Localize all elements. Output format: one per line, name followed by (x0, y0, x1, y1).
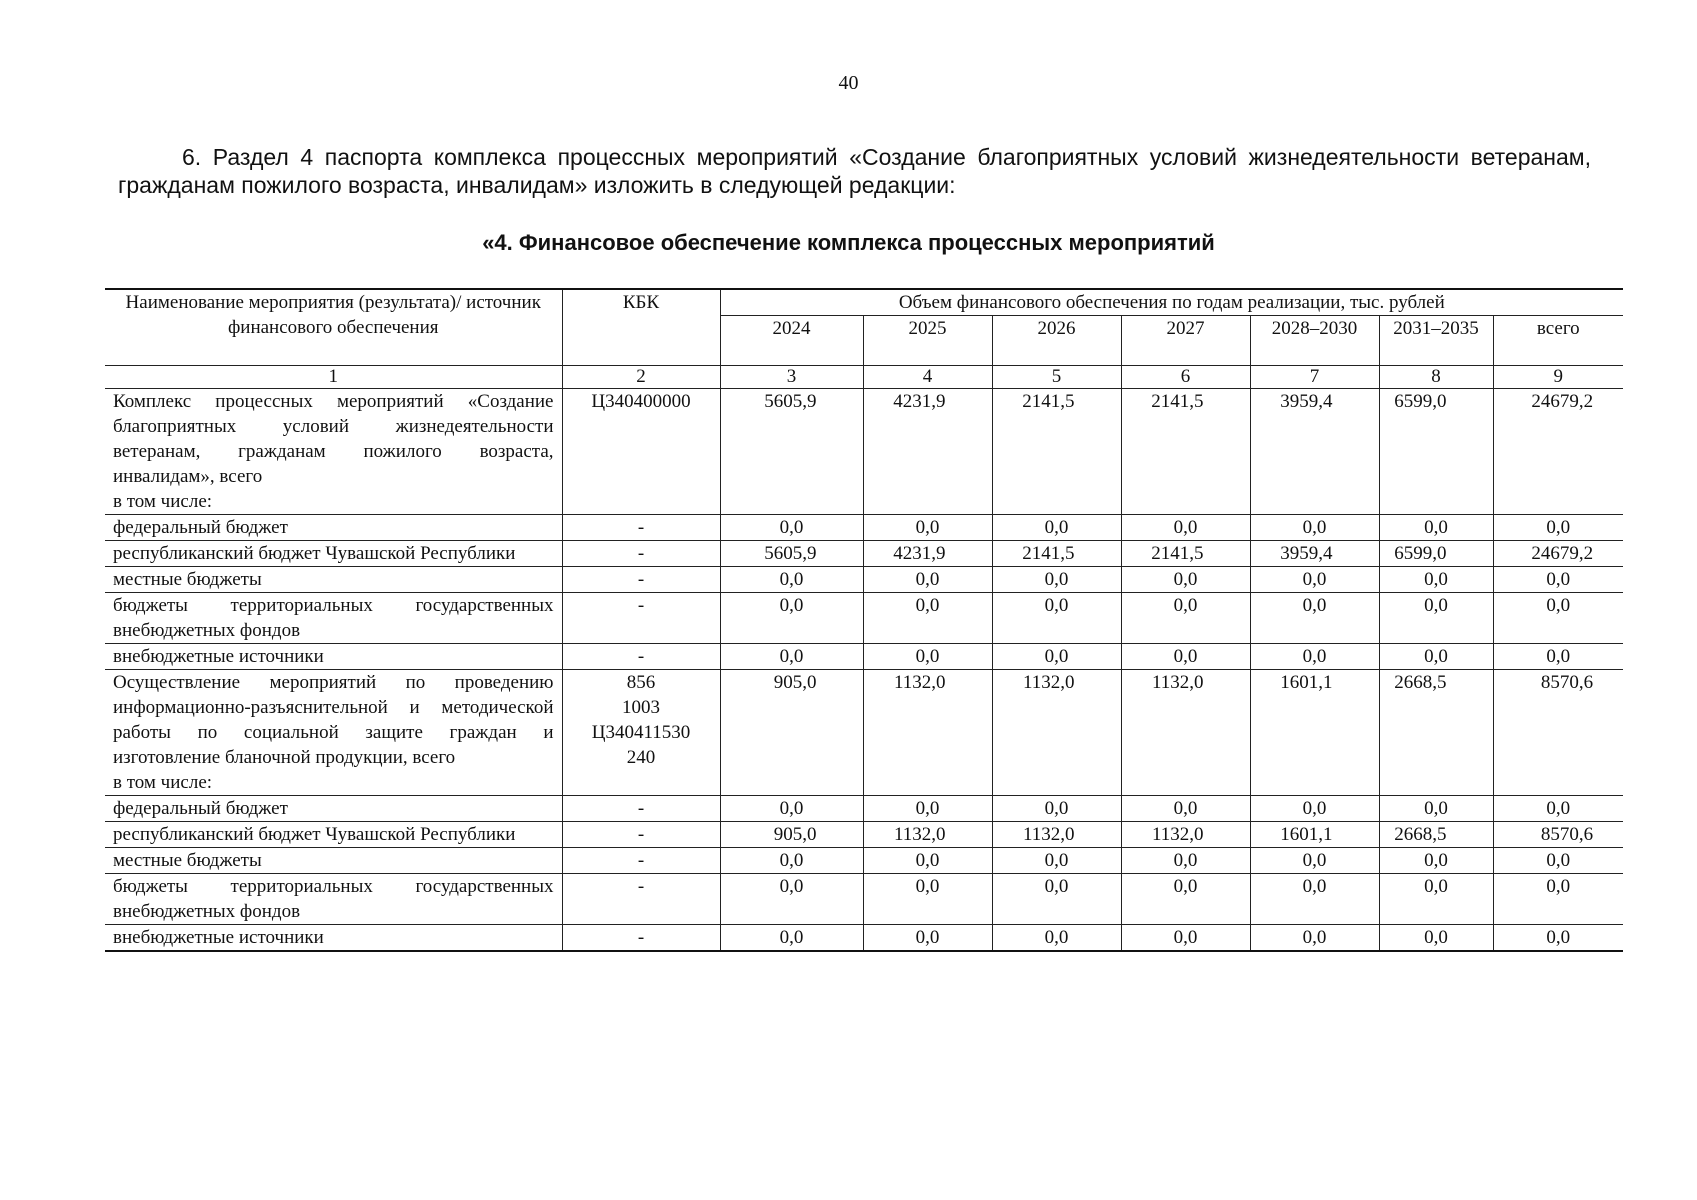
kbk-line: - (637, 876, 645, 897)
row-name-text: внебюджетные источники (113, 927, 324, 948)
financing-table (105, 288, 1623, 952)
kbk-line: - (637, 543, 645, 564)
row-value: 0,0 (1379, 925, 1493, 952)
row-value: 0,0 (1121, 644, 1250, 670)
row-value: 3959,4 (1250, 389, 1379, 515)
row-value: 0,0 (863, 848, 992, 874)
row-name-text: бюджеты территориальных государственных внебюджетных фондов (113, 876, 554, 922)
row-kbk (562, 644, 720, 670)
row-value: 1132,0 (1121, 670, 1250, 796)
kbk-line: - (637, 927, 645, 948)
row-name (105, 515, 562, 541)
column-number: 9 (1493, 366, 1623, 389)
row-subname-text: в том числе: (113, 772, 213, 793)
row-value: 0,0 (992, 515, 1121, 541)
header-year-2027: 2027 (1121, 316, 1250, 366)
row-value: 0,0 (1121, 593, 1250, 644)
row-value: 0,0 (1379, 874, 1493, 925)
row-value: 0,0 (992, 644, 1121, 670)
row-value: 0,0 (1121, 848, 1250, 874)
row-kbk (562, 822, 720, 848)
row-name (105, 644, 562, 670)
row-value: 0,0 (1250, 644, 1379, 670)
row-value: 2668,5 (1379, 822, 1493, 848)
row-name (105, 593, 562, 644)
row-value: 0,0 (1379, 567, 1493, 593)
row-value: 0,0 (720, 644, 863, 670)
row-kbk (562, 593, 720, 644)
row-value: 0,0 (1493, 567, 1623, 593)
header-row-main (105, 289, 1623, 316)
row-value: 0,0 (720, 848, 863, 874)
row-value: 1132,0 (1121, 822, 1250, 848)
row-name (105, 389, 562, 515)
row-name (105, 541, 562, 567)
row-value: 2141,5 (1121, 389, 1250, 515)
table-row (105, 822, 1623, 848)
row-name-text: Комплекс процессных мероприятий «Создание благоприятных условий жизнедеятельности ветеранам, гражданам пожилого возраста, инвалидам», всего (113, 391, 554, 487)
row-value: 0,0 (720, 515, 863, 541)
row-value: 5605,9 (720, 541, 863, 567)
header-total: всего (1493, 316, 1623, 366)
row-kbk (562, 925, 720, 952)
row-value: 0,0 (1250, 515, 1379, 541)
row-value: 0,0 (1493, 593, 1623, 644)
row-value: 0,0 (863, 593, 992, 644)
row-kbk (562, 541, 720, 567)
row-value: 0,0 (863, 925, 992, 952)
table-row (105, 515, 1623, 541)
row-kbk (562, 848, 720, 874)
row-value: 6599,0 (1379, 389, 1493, 515)
table-row (105, 593, 1623, 644)
row-value: 0,0 (1379, 848, 1493, 874)
page-number: 40 (838, 72, 859, 94)
row-value: 0,0 (1493, 925, 1623, 952)
row-value: 0,0 (1250, 796, 1379, 822)
intro-paragraph: 6. Раздел 4 паспорта комплекса процессных мероприятий «Создание благоприятных условий жизнедеятельности ветеранам, гражданам пожилого возраста, инвалидам» изложить в следующей редакции: (118, 144, 1591, 198)
kbk-line: - (637, 595, 645, 616)
table-row (105, 389, 1623, 515)
header-year-2025: 2025 (863, 316, 992, 366)
row-value: 0,0 (1121, 874, 1250, 925)
table-row (105, 567, 1623, 593)
row-name (105, 822, 562, 848)
row-kbk (562, 515, 720, 541)
kbk-line: 240 (626, 747, 656, 768)
row-value: 905,0 (720, 670, 863, 796)
row-value: 6599,0 (1379, 541, 1493, 567)
row-name-text: республиканский бюджет Чувашской Республики (113, 824, 516, 845)
row-value: 0,0 (863, 515, 992, 541)
row-value: 2141,5 (992, 541, 1121, 567)
row-name (105, 796, 562, 822)
row-name (105, 848, 562, 874)
row-value: 24679,2 (1493, 541, 1623, 567)
section-title: «4. Финансовое обеспечение комплекса процессных мероприятий (482, 230, 1215, 255)
row-value: 0,0 (1250, 848, 1379, 874)
row-value: 0,0 (1121, 796, 1250, 822)
column-number: 2 (562, 366, 720, 389)
table-row (105, 644, 1623, 670)
row-value: 0,0 (1379, 796, 1493, 822)
table-row (105, 670, 1623, 796)
row-value: 8570,6 (1493, 670, 1623, 796)
row-kbk (562, 874, 720, 925)
table-row (105, 925, 1623, 952)
row-value: 0,0 (1493, 874, 1623, 925)
row-subname-text: в том числе: (113, 491, 213, 512)
column-numbers-row (105, 366, 1623, 389)
row-value: 2141,5 (992, 389, 1121, 515)
kbk-line: - (637, 646, 645, 667)
row-value: 0,0 (1379, 515, 1493, 541)
row-name-text: федеральный бюджет (113, 798, 288, 819)
row-value: 0,0 (720, 925, 863, 952)
row-value: 0,0 (1250, 593, 1379, 644)
row-value: 0,0 (720, 567, 863, 593)
row-value: 0,0 (1250, 567, 1379, 593)
row-value: 0,0 (720, 593, 863, 644)
row-value: 0,0 (992, 593, 1121, 644)
row-value: 0,0 (1493, 848, 1623, 874)
row-value: 8570,6 (1493, 822, 1623, 848)
header-year-2024: 2024 (720, 316, 863, 366)
row-name-text: республиканский бюджет Чувашской Республики (113, 543, 516, 564)
row-value: 4231,9 (863, 389, 992, 515)
row-value: 0,0 (992, 567, 1121, 593)
row-value: 1601,1 (1250, 670, 1379, 796)
row-value: 0,0 (1493, 515, 1623, 541)
row-value: 0,0 (1379, 593, 1493, 644)
column-number: 5 (992, 366, 1121, 389)
row-value: 0,0 (863, 567, 992, 593)
row-value: 2668,5 (1379, 670, 1493, 796)
row-kbk (562, 670, 720, 796)
header-name: Наименование мероприятия (результата)/ источник финансового обеспечения (105, 289, 562, 366)
table-row (105, 796, 1623, 822)
row-kbk (562, 567, 720, 593)
row-name-text: федеральный бюджет (113, 517, 288, 538)
row-value: 905,0 (720, 822, 863, 848)
row-value: 0,0 (720, 796, 863, 822)
row-value: 0,0 (720, 874, 863, 925)
table-row (105, 874, 1623, 925)
row-value: 0,0 (1250, 925, 1379, 952)
row-name (105, 874, 562, 925)
column-number: 6 (1121, 366, 1250, 389)
row-name-text: Осуществление мероприятий по проведению информационно-разъяснительной и методической работы по социальной защите граждан и изготовление бланочной продукции, всего (113, 672, 554, 768)
header-year-2031-2035: 2031–2035 (1379, 316, 1493, 366)
row-value: 3959,4 (1250, 541, 1379, 567)
row-value: 0,0 (992, 796, 1121, 822)
row-value: 0,0 (992, 848, 1121, 874)
kbk-line: 856 (626, 672, 656, 693)
row-value: 1132,0 (992, 822, 1121, 848)
row-kbk (562, 796, 720, 822)
column-number: 4 (863, 366, 992, 389)
row-name (105, 567, 562, 593)
column-number: 8 (1379, 366, 1493, 389)
row-value: 0,0 (992, 925, 1121, 952)
row-value: 0,0 (1250, 874, 1379, 925)
row-value: 0,0 (1121, 515, 1250, 541)
row-value: 0,0 (1121, 567, 1250, 593)
row-value: 0,0 (1379, 644, 1493, 670)
header-year-2028-2030: 2028–2030 (1250, 316, 1379, 366)
header-year-2026: 2026 (992, 316, 1121, 366)
row-value: 0,0 (1493, 644, 1623, 670)
row-name (105, 670, 562, 796)
row-value: 1601,1 (1250, 822, 1379, 848)
row-value: 1132,0 (863, 670, 992, 796)
column-number: 1 (105, 366, 562, 389)
table-row (105, 541, 1623, 567)
kbk-line: 1003 (622, 697, 660, 718)
kbk-line: - (637, 824, 645, 845)
row-value: 0,0 (863, 796, 992, 822)
table-body (105, 366, 1623, 952)
kbk-line: Ц340411530 (591, 722, 691, 743)
kbk-line: - (637, 569, 645, 590)
row-name-text: местные бюджеты (113, 850, 262, 871)
row-value: 1132,0 (863, 822, 992, 848)
row-value: 5605,9 (720, 389, 863, 515)
row-name-text: местные бюджеты (113, 569, 262, 590)
row-name-text: бюджеты территориальных государственных внебюджетных фондов (113, 595, 554, 641)
kbk-line: - (637, 850, 645, 871)
row-value: 24679,2 (1493, 389, 1623, 515)
row-value: 0,0 (863, 644, 992, 670)
row-value: 1132,0 (992, 670, 1121, 796)
kbk-line: - (637, 517, 645, 538)
row-value: 0,0 (863, 874, 992, 925)
row-name-text: внебюджетные источники (113, 646, 324, 667)
row-name (105, 925, 562, 952)
row-value: 0,0 (1493, 796, 1623, 822)
row-value: 2141,5 (1121, 541, 1250, 567)
kbk-line: - (637, 798, 645, 819)
header-volume: Объем финансового обеспечения по годам реализации, тыс. рублей (720, 289, 1623, 316)
kbk-line: Ц340400000 (591, 391, 691, 412)
table-row (105, 848, 1623, 874)
header-kbk: КБК (562, 289, 720, 366)
row-value: 0,0 (992, 874, 1121, 925)
row-value: 4231,9 (863, 541, 992, 567)
row-kbk (562, 389, 720, 515)
column-number: 7 (1250, 366, 1379, 389)
column-number: 3 (720, 366, 863, 389)
row-value: 0,0 (1121, 925, 1250, 952)
